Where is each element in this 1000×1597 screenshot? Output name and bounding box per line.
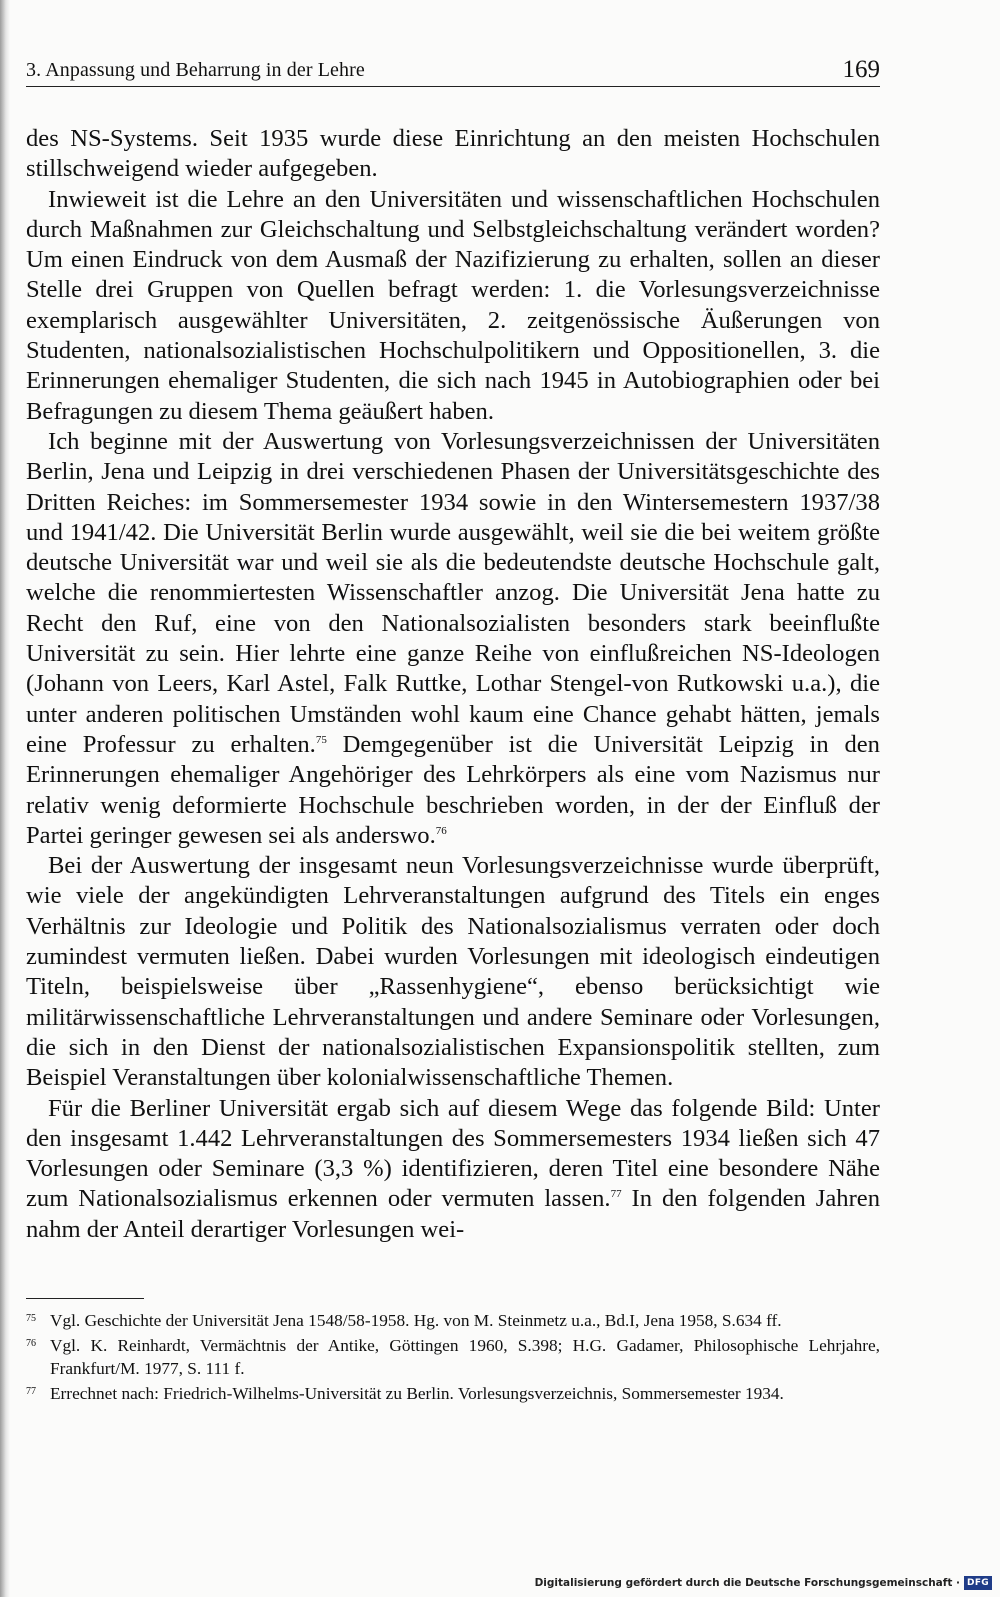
running-header	[26, 52, 880, 87]
footnote-ref-76[interactable]: 76	[435, 824, 447, 837]
paragraph-text: Für die Berliner Universität ergab sich auf diesem Wege das folgende Bild: Unter den insgesamt 1.442 Lehrveranstaltungen des Sommersemesters 1934 ließen sich 47 Vorlesungen oder Seminare (3,3 %) identifizieren, deren Titel eine besondere Nähe zum Nationalsozialismus erkennen oder vermuten lassen.	[26, 1094, 880, 1213]
paragraph-text: Ich beginne mit der Auswertung von Vorlesungsverzeichnissen der Universitäten Berlin, Jena und Leipzig in drei verschiedenen Phasen der Universitätsgeschichte des Dritten Reiches: im Sommersemester 1934 sowie in den Wintersemestern 1937/38 und 1941/42. Die Universität Berlin wurde ausgewählt, weil sie die bei weitem größte deutsche Universität war und weil sie als die bedeutendste deutsche Hochschule galt, welche die renommiertesten Wissenschaftler anzog. Die Universität Jena hatte zu Recht den Ruf, eine von den Nationalsozialisten besonders stark beeinflußte Universität zu sein. Hier lehrte eine ganze Reihe von einflußreichen NS-Ideologen (Johann von Leers, Karl Astel, Falk Ruttke, Lothar Stengel-von Rutkowski u.a.), die unter anderen politischen Umständen wohl kaum eine Chance gehabt hätten, jemals eine Professur zu erhalten.	[26, 427, 880, 758]
paragraph-text: des NS-Systems. Seit 1935 wurde diese Einrichtung an den meisten Hochschulen stillschweigend wieder aufgegeben.	[26, 125, 880, 183]
footnote-ref-75[interactable]: 75	[315, 733, 327, 746]
footnote-75	[26, 1310, 880, 1332]
footnote-77	[26, 1383, 880, 1405]
paragraph-text: Inwieweit ist die Lehre an den Universitäten und wissenschaftlichen Hochschulen durch Maßnahmen zur Gleichschaltung und Selbstgleichschaltung verändert worden? Um einen Eindruck von dem Ausmaß der Nazifizierung zu erhalten, sollen an dieser Stelle drei Gruppen von Quellen befragt werden: 1. die Vorlesungsverzeichnisse exemplarisch ausgewählter Universitäten, 2. zeitgenössische Äußerungen von Studenten, nationalsozialistischen Hochschulpolitikern und Oppositionellen, 3. die Erinnerungen ehemaliger Studenten, die sich nach 1945 in Autobiographien oder bei Befragungen zu diesem Thema geäußert haben.	[26, 185, 880, 425]
paragraph-text: Demgegenüber ist die Universität Leipzig in den Erinnerungen ehemaliger Angehöriger des Lehrkörpers als eine vom Nazismus nur relativ wenig deformierte Hochschule beschrieben worden, in der der Einfluß der Partei geringer gewesen sei als anderswo.	[26, 730, 880, 849]
paragraph-text: In den folgenden Jahren nahm der Anteil derartiger Vorlesungen wei-	[26, 1185, 880, 1243]
footnote-mark: 75	[26, 1313, 36, 1324]
paragraph-1	[26, 124, 880, 185]
footnote-separator	[26, 1298, 144, 1299]
body-text	[26, 124, 880, 1245]
paragraph-5	[26, 1094, 880, 1245]
footnote-text: Errechnet nach: Friedrich-Wilhelms-Universität zu Berlin. Vorlesungsverzeichnis, Sommersemester 1934.	[50, 1383, 784, 1403]
footnote-mark: 76	[26, 1338, 36, 1350]
footnote-text: Vgl. K. Reinhardt, Vermächtnis der Antike, Göttingen 1960, S.398; H.G. Gadamer, Philosophische Lehrjahre, Frankfurt/M. 1977, S. 111 f.	[50, 1336, 880, 1378]
footnote-text: Vgl. Geschichte der Universität Jena 1548/58-1958. Hg. von M. Steinmetz u.a., Bd.I, Jena 1958, S.634 ff.	[50, 1311, 782, 1330]
credit-text: Digitalisierung gefördert durch die Deutsche Forschungsgemeinschaft ·	[534, 1577, 960, 1589]
footnote-76	[26, 1335, 880, 1380]
footnote-mark: 77	[26, 1385, 36, 1397]
paragraph-3	[26, 427, 880, 851]
page-gutter-shadow	[0, 0, 10, 1597]
paragraph-4	[26, 851, 880, 1093]
running-title: 3. Anpassung und Beharrung in der Lehre	[26, 59, 365, 81]
dfg-logo-icon: DFG	[964, 1576, 992, 1590]
footnotes	[26, 1310, 880, 1408]
page-number: 169	[842, 56, 880, 83]
paragraph-text: Bei der Auswertung der insgesamt neun Vorlesungsverzeichnisse wurde überprüft, wie viele der angekündigten Lehrveranstaltungen aufgrund des Titels ein enges Verhältnis zur Ideologie und Politik des Nationalsozialismus verraten oder doch zumindest vermuten ließen. Dabei wurden Vorlesungen mit ideologisch eindeutigen Titeln, beispielsweise über „Rassenhygiene“, ebenso berücksichtigt wie militärwissenschaftliche Lehrveranstaltungen und andere Seminare oder Vorlesungen, die sich in den Dienst der nationalsozialistischen Expansionspolitik stellten, zum Beispiel Veranstaltungen über kolonialwissenschaftliche Themen.	[26, 852, 880, 1092]
digitization-credit	[535, 1573, 992, 1593]
footnote-ref-77[interactable]: 77	[610, 1188, 622, 1201]
paragraph-2	[26, 185, 880, 427]
